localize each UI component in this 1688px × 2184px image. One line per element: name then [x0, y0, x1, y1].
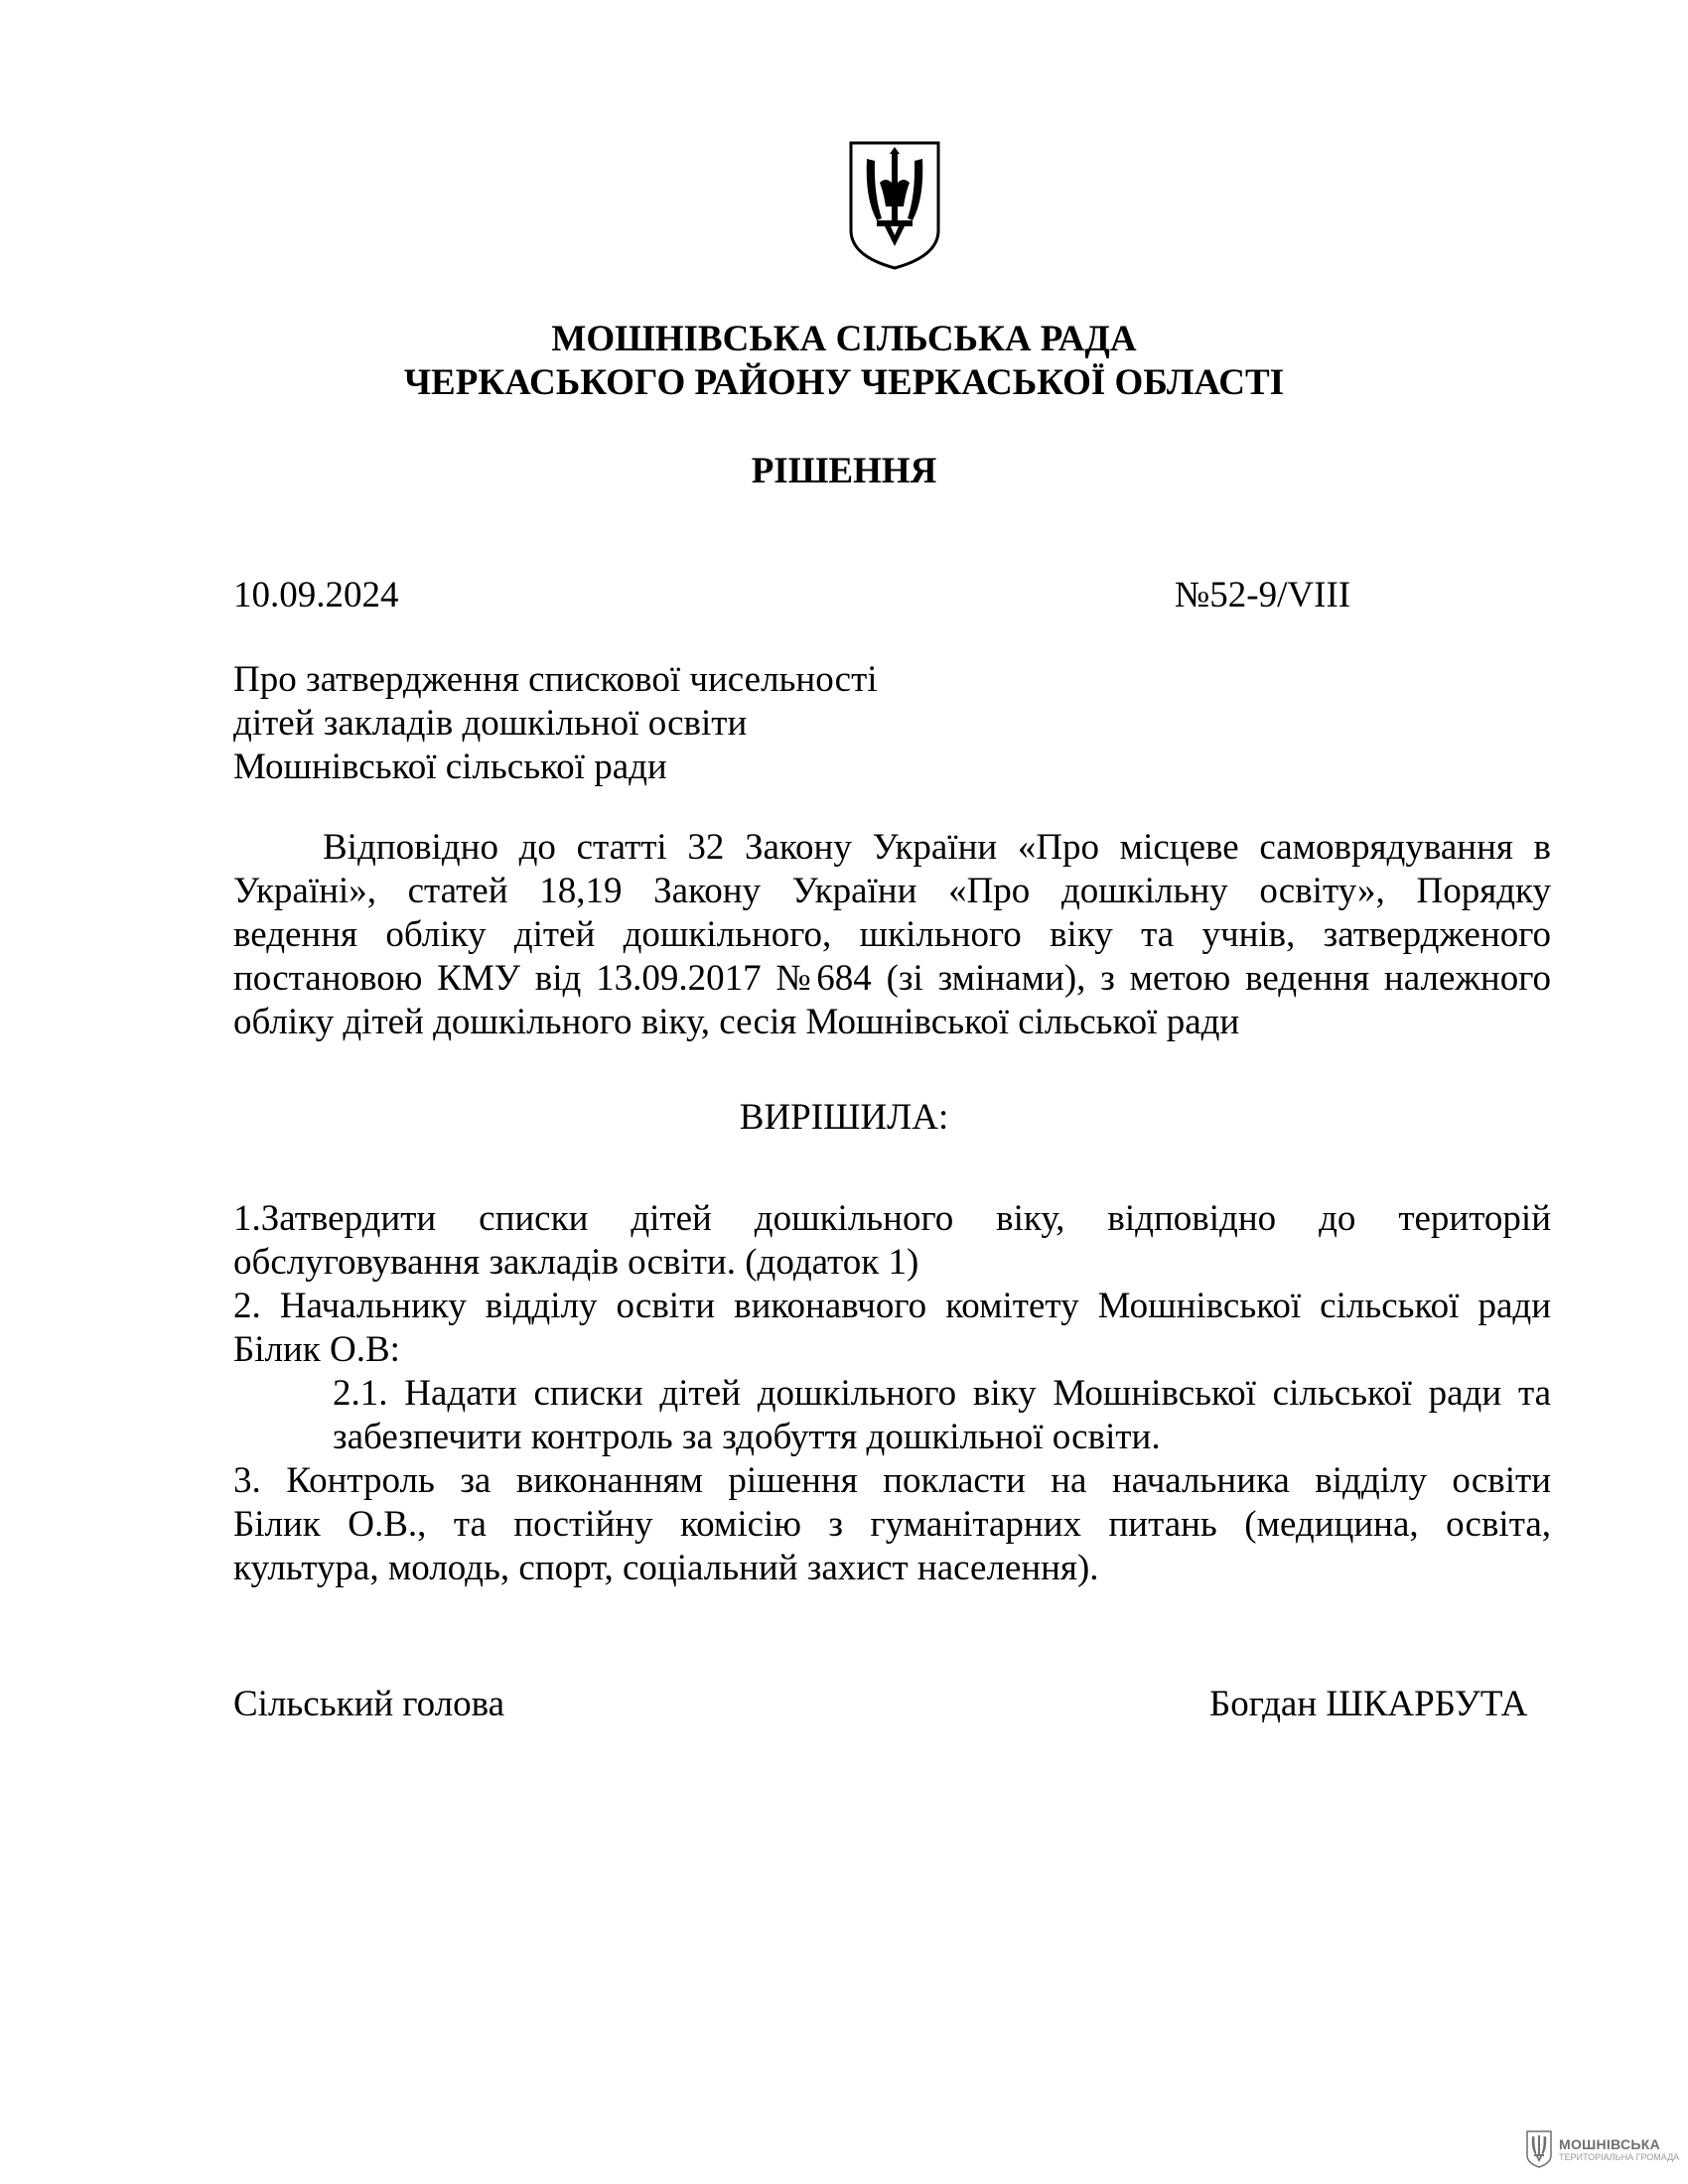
- signature-position: Сільський голова: [233, 1684, 505, 1724]
- document-type-title: РІШЕННЯ: [751, 451, 937, 491]
- decided-heading: ВИРІШИЛА:: [739, 1097, 949, 1138]
- decision-item-line: 3. Контроль за виконанням рішення покласти на начальника відділу освіти: [233, 1460, 1551, 1501]
- signature-name: Богдан ШКАРБУТА: [1209, 1684, 1528, 1724]
- subject-line: Мошнівської сільської ради: [233, 747, 667, 787]
- community-watermark: [1525, 2121, 1684, 2177]
- decision-item-line: 1.Затвердити списки дітей дошкільного віку, відповідно до територій: [233, 1198, 1551, 1239]
- decision-subitem-line: 2.1. Надати списки дітей дошкільного віку Мошнівської сільської ради та: [333, 1373, 1551, 1414]
- council-name: МОШНІВСЬКА СІЛЬСЬКА РАДА: [551, 319, 1137, 359]
- document-date: 10.09.2024: [233, 575, 399, 615]
- watermark-subtitle: ТЕРИТОРІАЛЬНА ГРОМАДА: [1559, 2151, 1680, 2162]
- decision-item-line: 2. Начальнику відділу освіти виконавчого комітету Мошнівської сільської ради: [233, 1286, 1551, 1326]
- watermark-title: МОШНІВСЬКА: [1559, 2135, 1661, 2152]
- preamble-line: Україні», статей 18,19 Закону України «Про дошкільну освіту», Порядку: [233, 871, 1551, 911]
- preamble-line: ведення обліку дітей дошкільного, шкільного віку та учнів, затвердженого: [233, 914, 1551, 955]
- decision-subitem-line: забезпечити контроль за здобуття дошкільної освіти.: [333, 1417, 1161, 1457]
- subject-line: Про затвердження спискової чисельності: [233, 659, 878, 700]
- council-district: ЧЕРКАСЬКОГО РАЙОНУ ЧЕРКАСЬКОЇ ОБЛАСТІ: [403, 362, 1285, 403]
- decision-item-line: Білик О.В., та постійну комісію з гуманітарних питань (медицина, освіта,: [233, 1504, 1551, 1545]
- preamble-line: обліку дітей дошкільного віку, сесія Мошнівської сільської ради: [233, 1002, 1240, 1042]
- decision-item-line: Білик О.В:: [233, 1329, 400, 1370]
- subject-line: дітей закладів дошкільної освіти: [233, 703, 748, 744]
- trident-icon: [1525, 2129, 1553, 2169]
- preamble-line: Відповідно до статті 32 Закону України «Про місцеве самоврядування в: [323, 827, 1551, 868]
- document-number: №52-9/VIII: [1175, 575, 1351, 615]
- coat-of-arms-icon: [847, 139, 942, 272]
- preamble-line: постановою КМУ від 13.09.2017 №684 (зі змінами), з метою ведення належного: [233, 958, 1551, 999]
- decision-item-line: культура, молодь, спорт, соціальний захист населення).: [233, 1548, 1099, 1588]
- decision-item-line: обслуговування закладів освіти. (додаток 1): [233, 1242, 919, 1283]
